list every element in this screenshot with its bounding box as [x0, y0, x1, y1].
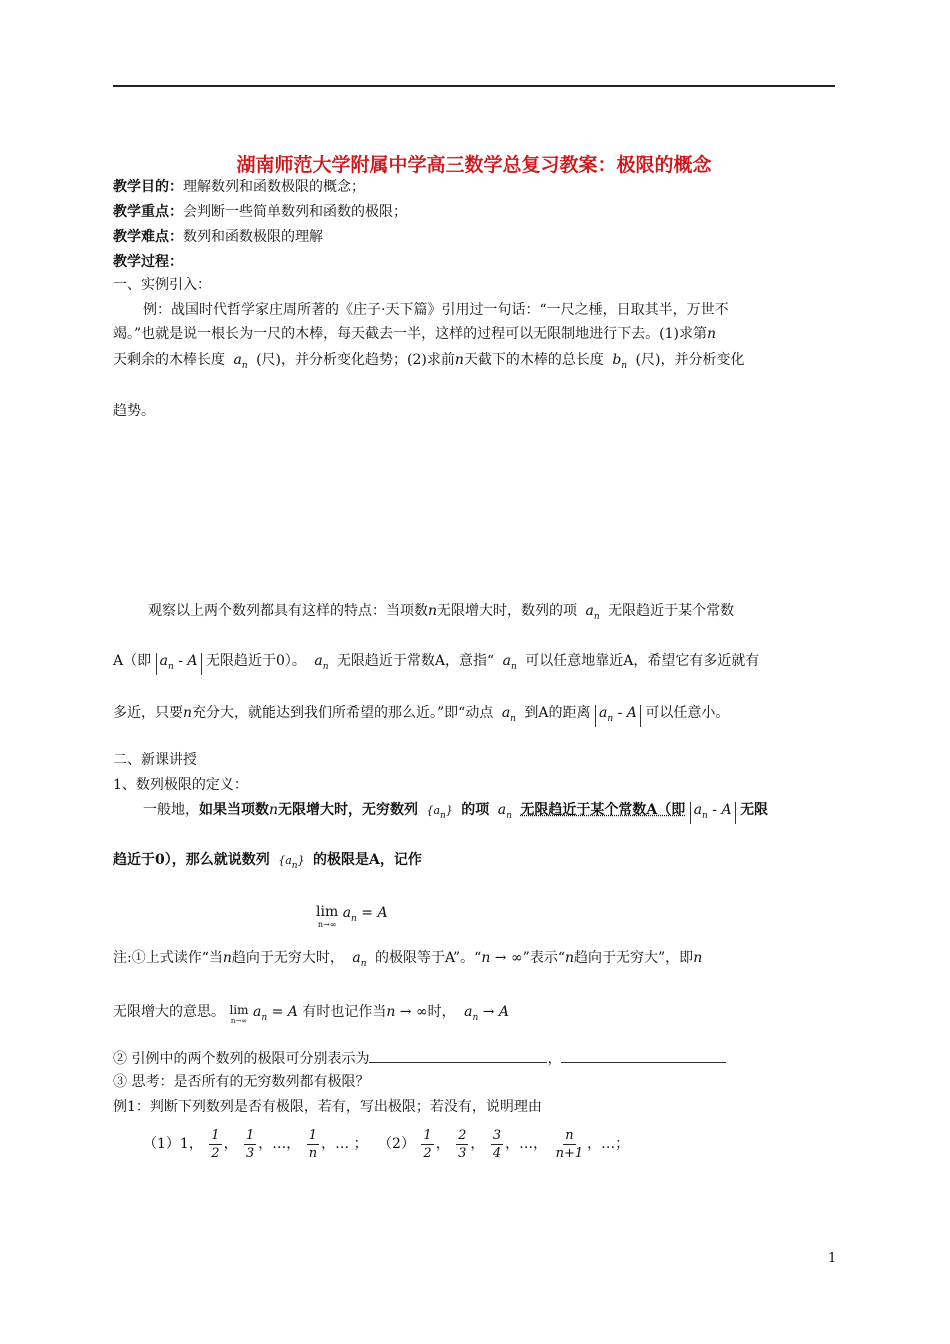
frac-2-3: $\frac{2}{3}$ [458, 1127, 467, 1161]
key-point-line: 教学重点：会判断一些简单数列和函数的极限； [113, 204, 407, 220]
note-line-1: 注:①上式读作“当n趋向于无穷大时， $a_n$ 的极限等于A”。“n → ∞”表示“n趋向于无穷大”，即n [113, 950, 703, 969]
frac-1-2: $\frac{1}{2}$ [211, 1127, 220, 1161]
observe-line-2: A（即 $a_n$ - A 无限趋近于0）。 $a_n$ 无限趋近于常数A，意指“ $a_n$ 可以任意地靠近A，希望它有多近就有 [113, 652, 759, 676]
note-line-2: 无限增大的意思。 lim n→∞ $a_n = A$ 有时也记作当n → ∞时， $a_n \to A$ [113, 1003, 509, 1025]
section2-heading: 二、新课讲授 [113, 752, 197, 768]
process-label: 教学过程： [113, 254, 183, 270]
objective-line: 教学目的：理解数列和函数极限的概念； [113, 179, 365, 195]
example-line-3: 天剩余的木棒长度 $a_n$ (尺)，并分析变化趋势；(2)求前n天截下的木棒的总长度 $b_n$ (尺)，并分析变化 [113, 352, 745, 371]
example-line-1: 例：战国时代哲学家庄周所著的《庄子·天下篇》引用过一句话：“一尺之棰，日取其半，万世不 [143, 302, 729, 318]
abs-an-minus-a: $a_n$ - A [156, 653, 202, 675]
section1-heading: 一、实例引入： [113, 277, 211, 293]
note-line-3: ② 引例中的两个数列的极限可分别表示为 ， [113, 1049, 726, 1068]
header-rule [113, 85, 835, 87]
frac-3-4: $\frac{3}{4}$ [492, 1127, 502, 1161]
difficulty-line: 教学难点：数列和函数极限的理解 [113, 229, 323, 245]
observe-line-3: 多近，只要n充分大，就能达到我们所希望的那么近。”即“动点 $a_n$ 到A的距离 $a_n$ - A 可以任意小。 [113, 704, 729, 728]
limit-formula: lim n→∞ $a_n = A$ [316, 904, 388, 929]
frac-1-2-b: $\frac{1}{2}$ [423, 1127, 432, 1161]
example1-sequences: （1）1， $\frac{1}{2}$ ， $\frac{1}{3}$ ，…， $\frac{1}{n}$ ，… ； （2） $\frac{1}{2}$ ， $\frac{2}{3}$ ， $\frac{3}{4}$ ，…， $\frac{n}{n+1}$ ，…； [143, 1127, 630, 1161]
answer-blank-2 [561, 1049, 726, 1063]
definition-line-1: 一般地，如果当项数n无限增大时，无穷数列 $\{a_n\}$ 的项 $a_n$ 无限趋近于某个常数A（即 $a_n$ - A 无限 [143, 801, 768, 825]
example-line-2: 竭。”也就是说一根长为一尺的木棒，每天截去一半，这样的过程可以无限制地进行下去。(1)求第n [113, 326, 717, 342]
page-number: 1 [828, 1251, 837, 1266]
frac-1-3: $\frac{1}{3}$ [246, 1127, 255, 1161]
a-n-symbol: $a_n$ [233, 352, 248, 371]
observe-line-1: 观察以上两个数列都具有这样的特点：当项数n无限增大时，数列的项 $a_n$ 无限趋近于某个常数 [148, 603, 735, 622]
example-line-4: 趋势。 [113, 403, 155, 419]
definition-heading: 1、数列极限的定义： [113, 777, 248, 793]
page-title: 湖南师范大学附属中学高三数学总复习教案：极限的概念 [236, 154, 712, 176]
frac-n-n1: $\frac{n}{n+1}$ [555, 1127, 584, 1161]
note-line-4: ③ 思考：是否所有的无穷数列都有极限？ [113, 1074, 370, 1090]
answer-blank-1 [369, 1049, 547, 1063]
definition-line-2: 趋近于0），那么就说数列 $\{a_n\}$ 的极限是A，记作 [113, 852, 422, 871]
b-n-symbol: $b_n$ [612, 352, 628, 371]
example1-heading: 例1：判断下列数列是否有极限，若有，写出极限；若没有，说明理由 [113, 1099, 542, 1115]
frac-1-n: $\frac{1}{n}$ [308, 1127, 318, 1161]
